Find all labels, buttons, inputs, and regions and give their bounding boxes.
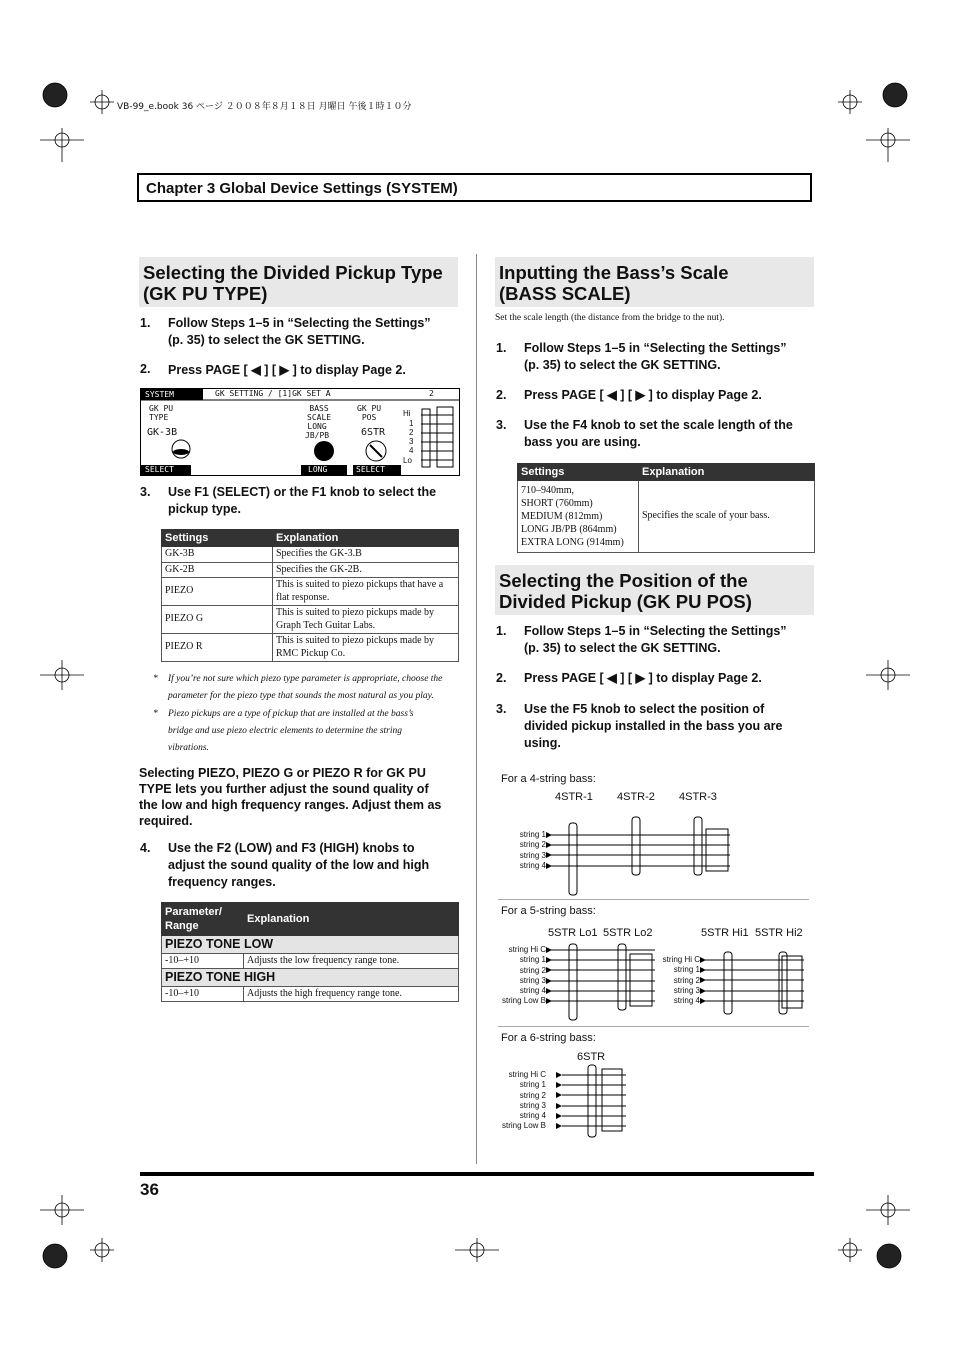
- lcd-f3-label: GK PU POS: [357, 404, 382, 422]
- fig4-label-3: 4STR-3: [679, 791, 717, 803]
- lcd-s2: 2: [409, 428, 414, 437]
- note-mark: *: [153, 709, 158, 719]
- step-number: 2.: [140, 362, 151, 376]
- step-text: Press PAGE [ ◀ ] [ ▶ ] to display Page 2.: [168, 363, 406, 377]
- fig5-caption: For a 5-string bass:: [501, 905, 596, 917]
- fig4-caption: For a 4-string bass:: [501, 773, 596, 785]
- intro-text: Set the scale length (the distance from the bridge to the nut).: [495, 313, 725, 323]
- fig5-diagram-a: [540, 940, 660, 1025]
- step-number: 3.: [496, 702, 507, 716]
- fig5-string-labels-b: string Hi C string 1 string 2 string 3 string 4: [662, 955, 700, 1006]
- fig4-label-1: 4STR-1: [555, 791, 593, 803]
- fig6-caption: For a 6-string bass:: [501, 1032, 596, 1044]
- note-text: If you’re not sure which piezo type parameter is appropriate, choose the parameter for the piezo type that sounds the most natural as you play.: [168, 674, 443, 701]
- lcd-f2-value: LONG JB/PB: [305, 422, 330, 440]
- file-info: VB-99_e.book 36 ページ ２００８年８月１８日 月曜日 午後１時１０分: [117, 102, 412, 112]
- pickup-type-table: [161, 529, 459, 662]
- footer-rule: [140, 1172, 814, 1176]
- table-row: GK-3B Specifies the GK-3.B: [162, 547, 459, 563]
- lcd-s4: 4: [409, 446, 414, 455]
- note-mark: *: [153, 674, 158, 684]
- step-number: 2.: [496, 671, 507, 685]
- lcd-f1-value: GK-3B: [147, 427, 178, 438]
- fig4-diagram: [540, 815, 740, 900]
- step-number: 3.: [140, 485, 151, 499]
- fig5-diagram-b: [694, 950, 809, 1025]
- step-text: Follow Steps 1–5 in “Selecting the Settings” (p. 35) to select the GK SETTING.: [168, 316, 431, 347]
- fig6-diagram: [552, 1063, 632, 1141]
- table-header: Parameter/ Range: [162, 903, 244, 936]
- page-number: 36: [140, 1180, 159, 1199]
- fig4-string-labels: string 1 string 2 string 3 string 4: [519, 830, 546, 870]
- table-header: Settings: [162, 530, 273, 547]
- lcd-btn-select: SELECT: [145, 465, 174, 474]
- fig5-label-2: 5STR Lo2: [603, 927, 653, 939]
- lcd-lo: Lo: [403, 456, 412, 465]
- table-header: Explanation: [639, 464, 815, 481]
- lcd-btn-long: LONG: [308, 465, 328, 474]
- table-header: Settings: [518, 464, 639, 481]
- step-text: Follow Steps 1–5 in “Selecting the Settings” (p. 35) to select the GK SETTING.: [524, 341, 787, 372]
- fig5-string-labels-a: string Hi C string 1 string 2 string 3 string 4 string Low B: [501, 945, 546, 1006]
- lcd-btn-select-2: SELECT: [356, 465, 385, 474]
- lcd-s3: 3: [409, 437, 414, 446]
- fig6-label-1: 6STR: [577, 1051, 606, 1063]
- lcd-f2-label: BASS SCALE: [307, 404, 332, 422]
- table-row: GK-2B Specifies the GK-2B.: [162, 562, 459, 578]
- step-text: Press PAGE [ ◀ ] [ ▶ ] to display Page 2.: [524, 388, 762, 402]
- section-title-gk-pu-type: Selecting the Divided Pickup Type (GK PU TYPE): [143, 262, 443, 304]
- piezo-tone-table: [161, 902, 459, 1002]
- table-row: -10–+10 Adjusts the high frequency range tone.: [162, 986, 459, 1002]
- lcd-s1: 1: [409, 419, 414, 428]
- table-row: -10–+10 Adjusts the low frequency range tone.: [162, 953, 459, 969]
- note-text: Piezo pickups are a type of pickup that are installed at the bass’s bridge and use piezo electric elements to determine the string vibrations.: [168, 709, 414, 753]
- fig5-label-4: 5STR Hi2: [755, 927, 803, 939]
- table-row: 710–940mm, SHORT (760mm) MEDIUM (812mm) LONG JB/PB (864mm) EXTRA LONG (914mm) Specifies the scale of your bass.: [518, 481, 815, 553]
- table-row: PIEZO R This is suited to piezo pickups made by RMC Pickup Co.: [162, 634, 459, 662]
- fig6-string-labels: string Hi C string 1 string 2 string 3 string 4 string Low B: [501, 1070, 546, 1131]
- section-title-gk-pu-pos: Selecting the Position of the Divided Pickup (GK PU POS): [499, 570, 752, 612]
- step-text: Follow Steps 1–5 in “Selecting the Settings” (p. 35) to select the GK SETTING.: [524, 624, 787, 655]
- chapter-title: Chapter 3 Global Device Settings (SYSTEM): [146, 180, 458, 197]
- lcd-top-mid: GK SETTING / [1]GK SET A: [215, 389, 331, 398]
- lcd-screen: [140, 388, 460, 476]
- step-text: Use the F4 knob to set the scale length of the bass you are using.: [524, 418, 793, 449]
- step-text: Press PAGE [ ◀ ] [ ▶ ] to display Page 2.: [524, 671, 762, 685]
- lcd-f3-value: 6STR: [361, 427, 386, 438]
- table-header: Explanation: [244, 903, 459, 936]
- step-number: 1.: [496, 624, 507, 638]
- step-text: Use the F5 knob to select the position of divided pickup installed in the bass you are using.: [524, 702, 783, 750]
- fig4-label-2: 4STR-2: [617, 791, 655, 803]
- table-row: PIEZO This is suited to piezo pickups that have a flat response.: [162, 578, 459, 606]
- lcd-hi: Hi: [403, 409, 411, 418]
- table-group: PIEZO TONE LOW: [162, 936, 459, 954]
- step-number: 4.: [140, 841, 151, 855]
- lcd-f1-label: GK PU TYPE: [149, 404, 174, 422]
- paragraph-piezo: Selecting PIEZO, PIEZO G or PIEZO R for GK PU TYPE lets you further adjust the sound quality of the low and high frequency ranges. Adjust them as required.: [139, 766, 442, 828]
- step-number: 1.: [140, 316, 151, 330]
- section-title-bass-scale: Inputting the Bass’s Scale (BASS SCALE): [499, 262, 729, 304]
- step-number: 1.: [496, 341, 507, 355]
- divider: [498, 899, 809, 900]
- table-row: PIEZO G This is suited to piezo pickups made by Graph Tech Guitar Labs.: [162, 606, 459, 634]
- step-number: 3.: [496, 418, 507, 432]
- column-divider: [476, 254, 477, 1164]
- lcd-page: 2: [429, 389, 434, 398]
- step-number: 2.: [496, 388, 507, 402]
- divider: [498, 1026, 809, 1027]
- bass-scale-table: [517, 463, 815, 553]
- step-text: Use F1 (SELECT) or the F1 knob to select the pickup type.: [168, 485, 437, 516]
- step-text: Use the F2 (LOW) and F3 (HIGH) knobs to adjust the sound quality of the low and high frequency ranges.: [168, 841, 430, 889]
- fig5-label-1: 5STR Lo1: [548, 927, 598, 939]
- fig5-label-3: 5STR Hi1: [701, 927, 749, 939]
- table-header: Explanation: [273, 530, 459, 547]
- lcd-top-left: SYSTEM: [145, 390, 174, 399]
- table-group: PIEZO TONE HIGH: [162, 969, 459, 987]
